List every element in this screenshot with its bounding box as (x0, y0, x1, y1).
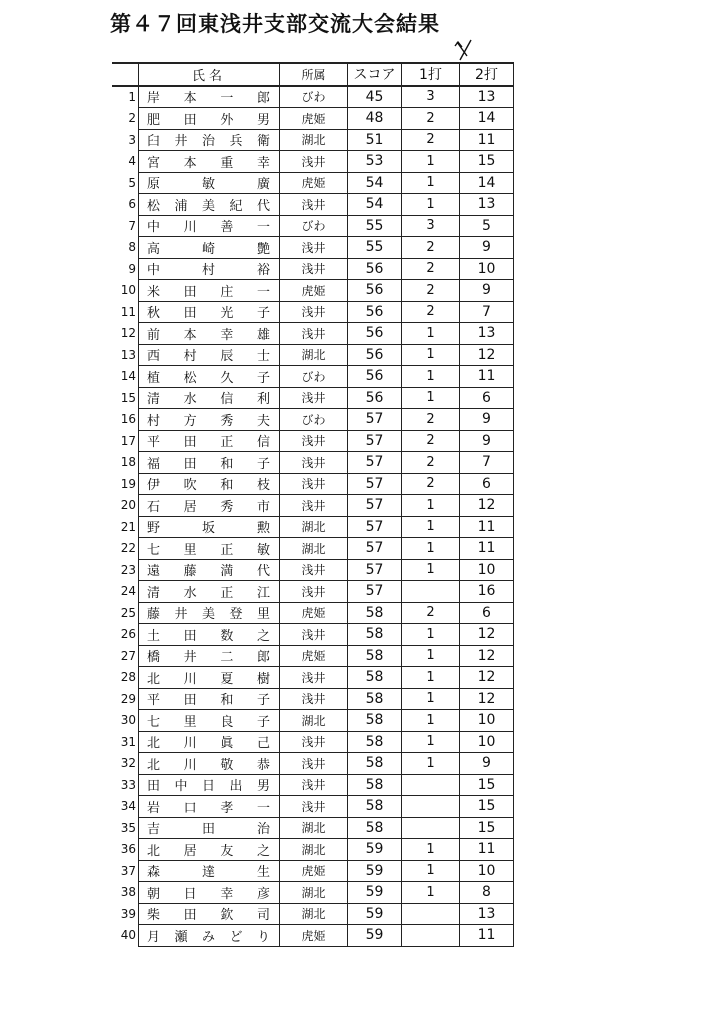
two-stroke-count: 10 (460, 710, 514, 732)
player-name: 北川夏樹 (139, 667, 280, 689)
affiliation: 湖北 (280, 710, 348, 732)
one-stroke-count: 1 (402, 538, 460, 560)
row-number: 32 (120, 756, 136, 771)
table-row (112, 882, 514, 904)
score: 57 (348, 473, 402, 495)
two-stroke-count: 9 (460, 409, 514, 431)
table-row (112, 409, 514, 431)
player-name: 藤井美登里 (139, 602, 280, 624)
two-stroke-count: 13 (460, 86, 514, 108)
score: 57 (348, 452, 402, 474)
table-row (112, 839, 514, 861)
score: 56 (348, 258, 402, 280)
affiliation: 虎姫 (280, 645, 348, 667)
header-name: 氏名 (139, 63, 280, 86)
table-row (112, 301, 514, 323)
one-stroke-count: 1 (402, 194, 460, 216)
row-number: 33 (120, 777, 136, 792)
row-number: 21 (120, 519, 136, 534)
affiliation: 浅井 (280, 559, 348, 581)
two-stroke-count: 11 (460, 516, 514, 538)
table-row (112, 344, 514, 366)
two-stroke-count: 11 (460, 129, 514, 151)
table-row (112, 516, 514, 538)
affiliation: 浅井 (280, 258, 348, 280)
one-stroke-count: 2 (402, 452, 460, 474)
page-title: 第４７回東浅井支部交流大会結果 (110, 12, 440, 36)
one-stroke-count: 1 (402, 839, 460, 861)
row-number: 15 (120, 390, 136, 405)
player-name: 高 崎 艶 (139, 237, 280, 259)
player-name: 平田和子 (139, 688, 280, 710)
two-stroke-count: 15 (460, 151, 514, 173)
player-name: 吉 田 治 (139, 817, 280, 839)
score: 57 (348, 430, 402, 452)
table-row (112, 817, 514, 839)
row-number: 14 (120, 369, 136, 384)
player-name: 平田正信 (139, 430, 280, 452)
row-number: 12 (120, 326, 136, 341)
one-stroke-count: 1 (402, 731, 460, 753)
two-stroke-count: 16 (460, 581, 514, 603)
affiliation: 虎姫 (280, 925, 348, 947)
one-stroke-count (402, 903, 460, 925)
score: 59 (348, 903, 402, 925)
score: 59 (348, 882, 402, 904)
header-score: スコア (348, 63, 402, 86)
affiliation: 湖北 (280, 882, 348, 904)
score: 45 (348, 86, 402, 108)
affiliation: 浅井 (280, 796, 348, 818)
player-name: 植松久子 (139, 366, 280, 388)
row-number: 25 (120, 605, 136, 620)
two-stroke-count: 11 (460, 538, 514, 560)
two-stroke-count: 12 (460, 645, 514, 667)
affiliation: 浅井 (280, 495, 348, 517)
two-stroke-count: 11 (460, 366, 514, 388)
one-stroke-count (402, 796, 460, 818)
player-name: 秋田光子 (139, 301, 280, 323)
two-stroke-count: 10 (460, 559, 514, 581)
two-stroke-count: 13 (460, 903, 514, 925)
one-stroke-count: 2 (402, 430, 460, 452)
one-stroke-count (402, 817, 460, 839)
player-name: 土田数之 (139, 624, 280, 646)
player-name: 柴田欽司 (139, 903, 280, 925)
affiliation: 湖北 (280, 129, 348, 151)
score: 57 (348, 538, 402, 560)
row-number: 26 (120, 627, 136, 642)
score: 58 (348, 624, 402, 646)
player-name: 中川善一 (139, 215, 280, 237)
affiliation: 浅井 (280, 731, 348, 753)
row-number: 34 (120, 799, 136, 814)
row-number: 27 (120, 648, 136, 663)
row-number: 18 (120, 455, 136, 470)
score: 58 (348, 796, 402, 818)
affiliation: 浅井 (280, 688, 348, 710)
two-stroke-count: 11 (460, 925, 514, 947)
one-stroke-count: 1 (402, 753, 460, 775)
table-row (112, 860, 514, 882)
header-affiliation: 所属 (280, 63, 348, 86)
affiliation: 虎姫 (280, 602, 348, 624)
table-row (112, 151, 514, 173)
two-stroke-count: 6 (460, 602, 514, 624)
score: 57 (348, 581, 402, 603)
player-name: 臼井治兵衛 (139, 129, 280, 151)
row-number: 31 (120, 734, 136, 749)
table-row (112, 280, 514, 302)
score: 57 (348, 559, 402, 581)
two-stroke-count: 9 (460, 237, 514, 259)
affiliation: 浅井 (280, 581, 348, 603)
player-name: 七里正敏 (139, 538, 280, 560)
score: 56 (348, 366, 402, 388)
score: 57 (348, 516, 402, 538)
table-row (112, 129, 514, 151)
two-stroke-count: 12 (460, 624, 514, 646)
row-number: 7 (128, 218, 136, 233)
score: 53 (348, 151, 402, 173)
two-stroke-count: 13 (460, 323, 514, 345)
row-number: 28 (120, 670, 136, 685)
affiliation: 虎姫 (280, 860, 348, 882)
player-name: 米田庄一 (139, 280, 280, 302)
player-name: 前本幸雄 (139, 323, 280, 345)
affiliation: 浅井 (280, 430, 348, 452)
row-number: 10 (120, 283, 136, 298)
affiliation: 浅井 (280, 753, 348, 775)
table-row (112, 473, 514, 495)
table-row (112, 667, 514, 689)
affiliation: びわ (280, 409, 348, 431)
player-name: 北川眞己 (139, 731, 280, 753)
affiliation: 浅井 (280, 237, 348, 259)
one-stroke-count: 1 (402, 624, 460, 646)
player-name: 松浦美紀代 (139, 194, 280, 216)
player-name: 北川敬恭 (139, 753, 280, 775)
one-stroke-count: 2 (402, 409, 460, 431)
affiliation: 浅井 (280, 774, 348, 796)
row-number: 29 (120, 691, 136, 706)
table-row (112, 172, 514, 194)
header-one-stroke: 1打 (402, 63, 460, 86)
row-number: 19 (120, 476, 136, 491)
player-name: 岸本一郎 (139, 86, 280, 108)
row-number: 35 (120, 820, 136, 835)
one-stroke-count (402, 581, 460, 603)
affiliation: 湖北 (280, 538, 348, 560)
two-stroke-count: 9 (460, 280, 514, 302)
row-number: 23 (120, 562, 136, 577)
table-row (112, 215, 514, 237)
affiliation: 浅井 (280, 194, 348, 216)
affiliation: 浅井 (280, 473, 348, 495)
table-row (112, 387, 514, 409)
one-stroke-count (402, 774, 460, 796)
table-row (112, 538, 514, 560)
player-name: 七里良子 (139, 710, 280, 732)
player-name: 田中日出男 (139, 774, 280, 796)
table-row (112, 108, 514, 130)
row-number: 6 (128, 197, 136, 212)
score: 56 (348, 323, 402, 345)
one-stroke-count: 2 (402, 301, 460, 323)
one-stroke-count: 1 (402, 344, 460, 366)
row-number: 22 (120, 541, 136, 556)
table-row (112, 645, 514, 667)
row-number: 36 (120, 842, 136, 857)
affiliation: 湖北 (280, 817, 348, 839)
two-stroke-count: 9 (460, 753, 514, 775)
two-stroke-count: 14 (460, 108, 514, 130)
one-stroke-count: 1 (402, 172, 460, 194)
player-name: 伊吹和枝 (139, 473, 280, 495)
player-name: 清水正江 (139, 581, 280, 603)
two-stroke-count: 14 (460, 172, 514, 194)
one-stroke-count: 2 (402, 473, 460, 495)
affiliation: 浅井 (280, 323, 348, 345)
one-stroke-count: 1 (402, 495, 460, 517)
score: 57 (348, 495, 402, 517)
affiliation: 湖北 (280, 903, 348, 925)
table-row (112, 731, 514, 753)
one-stroke-count: 1 (402, 323, 460, 345)
one-stroke-count: 1 (402, 860, 460, 882)
one-stroke-count: 2 (402, 280, 460, 302)
table-row (112, 624, 514, 646)
two-stroke-count: 5 (460, 215, 514, 237)
table-row (112, 430, 514, 452)
player-name: 朝日幸彦 (139, 882, 280, 904)
row-number: 11 (120, 304, 136, 319)
affiliation: びわ (280, 215, 348, 237)
row-number: 39 (120, 906, 136, 921)
row-number: 9 (128, 261, 136, 276)
one-stroke-count: 1 (402, 882, 460, 904)
one-stroke-count: 3 (402, 215, 460, 237)
table-row (112, 366, 514, 388)
score: 58 (348, 645, 402, 667)
one-stroke-count: 2 (402, 237, 460, 259)
score: 59 (348, 839, 402, 861)
one-stroke-count: 1 (402, 645, 460, 667)
score: 58 (348, 753, 402, 775)
one-stroke-count (402, 925, 460, 947)
table-row (112, 602, 514, 624)
two-stroke-count: 10 (460, 731, 514, 753)
header-number (112, 63, 139, 86)
score: 57 (348, 409, 402, 431)
table-row (112, 194, 514, 216)
table-row (112, 774, 514, 796)
player-name: 原 敏 廣 (139, 172, 280, 194)
affiliation: 虎姫 (280, 280, 348, 302)
row-number: 8 (128, 240, 136, 255)
two-stroke-count: 15 (460, 817, 514, 839)
one-stroke-count: 2 (402, 258, 460, 280)
affiliation: 虎姫 (280, 172, 348, 194)
one-stroke-count: 1 (402, 387, 460, 409)
results-table (112, 62, 514, 947)
player-name: 中 村 裕 (139, 258, 280, 280)
two-stroke-count: 11 (460, 839, 514, 861)
player-name: 清水信利 (139, 387, 280, 409)
results-body (112, 86, 514, 947)
table-row (112, 925, 514, 947)
player-name: 岩口孝一 (139, 796, 280, 818)
score: 56 (348, 301, 402, 323)
row-number: 40 (120, 928, 136, 943)
score: 58 (348, 710, 402, 732)
row-number: 3 (128, 132, 136, 147)
row-number: 17 (120, 433, 136, 448)
row-number: 38 (120, 885, 136, 900)
two-stroke-count: 10 (460, 258, 514, 280)
player-name: 石居秀市 (139, 495, 280, 517)
one-stroke-count: 1 (402, 559, 460, 581)
table-row (112, 452, 514, 474)
two-stroke-count: 6 (460, 387, 514, 409)
table-row (112, 581, 514, 603)
two-stroke-count: 10 (460, 860, 514, 882)
two-stroke-count: 7 (460, 301, 514, 323)
player-name: 橋井二郎 (139, 645, 280, 667)
affiliation: 浅井 (280, 624, 348, 646)
player-name: 森 達 生 (139, 860, 280, 882)
affiliation: 浅井 (280, 667, 348, 689)
player-name: 月瀬みどり (139, 925, 280, 947)
score: 55 (348, 215, 402, 237)
table-row (112, 753, 514, 775)
two-stroke-count: 6 (460, 473, 514, 495)
table-row (112, 237, 514, 259)
one-stroke-count: 2 (402, 108, 460, 130)
row-number: 24 (120, 584, 136, 599)
affiliation: 浅井 (280, 387, 348, 409)
affiliation: 湖北 (280, 516, 348, 538)
one-stroke-count: 1 (402, 667, 460, 689)
score: 58 (348, 731, 402, 753)
two-stroke-count: 12 (460, 688, 514, 710)
table-header-row (112, 63, 514, 86)
score: 48 (348, 108, 402, 130)
one-stroke-count: 1 (402, 516, 460, 538)
table-row (112, 323, 514, 345)
player-name: 遠藤満代 (139, 559, 280, 581)
row-number: 37 (120, 863, 136, 878)
row-number: 30 (120, 713, 136, 728)
two-stroke-count: 12 (460, 344, 514, 366)
affiliation: 湖北 (280, 839, 348, 861)
player-name: 野 坂 勲 (139, 516, 280, 538)
one-stroke-count: 2 (402, 129, 460, 151)
affiliation: 浅井 (280, 301, 348, 323)
player-name: 西村辰士 (139, 344, 280, 366)
table-row (112, 710, 514, 732)
two-stroke-count: 8 (460, 882, 514, 904)
score: 58 (348, 817, 402, 839)
table-row (112, 495, 514, 517)
table-row (112, 903, 514, 925)
score: 51 (348, 129, 402, 151)
row-number: 2 (128, 111, 136, 126)
player-name: 宮本重幸 (139, 151, 280, 173)
score: 58 (348, 774, 402, 796)
one-stroke-count: 1 (402, 151, 460, 173)
two-stroke-count: 9 (460, 430, 514, 452)
row-number: 5 (128, 175, 136, 190)
score: 58 (348, 667, 402, 689)
player-name: 福田和子 (139, 452, 280, 474)
score: 58 (348, 688, 402, 710)
player-name: 肥田外男 (139, 108, 280, 130)
one-stroke-count: 2 (402, 602, 460, 624)
two-stroke-count: 12 (460, 495, 514, 517)
row-number: 20 (120, 498, 136, 513)
score: 54 (348, 194, 402, 216)
player-name: 村方秀夫 (139, 409, 280, 431)
one-stroke-count: 1 (402, 366, 460, 388)
affiliation: 浅井 (280, 452, 348, 474)
affiliation: びわ (280, 366, 348, 388)
table-row (112, 688, 514, 710)
table-row (112, 86, 514, 108)
player-name: 北居友之 (139, 839, 280, 861)
score: 56 (348, 344, 402, 366)
table-row (112, 796, 514, 818)
row-number: 13 (120, 347, 136, 362)
one-stroke-count: 1 (402, 688, 460, 710)
two-stroke-count: 15 (460, 774, 514, 796)
score: 54 (348, 172, 402, 194)
affiliation: 湖北 (280, 344, 348, 366)
row-number: 4 (128, 154, 136, 169)
two-stroke-count: 12 (460, 667, 514, 689)
table-row (112, 258, 514, 280)
one-stroke-count: 1 (402, 710, 460, 732)
affiliation: 虎姫 (280, 108, 348, 130)
header-two-stroke: 2打 (460, 63, 514, 86)
row-number: 16 (120, 412, 136, 427)
score: 58 (348, 602, 402, 624)
two-stroke-count: 15 (460, 796, 514, 818)
affiliation: 浅井 (280, 151, 348, 173)
table-row (112, 559, 514, 581)
score: 56 (348, 280, 402, 302)
score: 55 (348, 237, 402, 259)
score: 59 (348, 860, 402, 882)
two-stroke-count: 13 (460, 194, 514, 216)
two-stroke-count: 7 (460, 452, 514, 474)
score: 56 (348, 387, 402, 409)
row-number: 1 (112, 86, 139, 108)
affiliation: びわ (280, 86, 348, 108)
one-stroke-count: 3 (402, 86, 460, 108)
score: 59 (348, 925, 402, 947)
